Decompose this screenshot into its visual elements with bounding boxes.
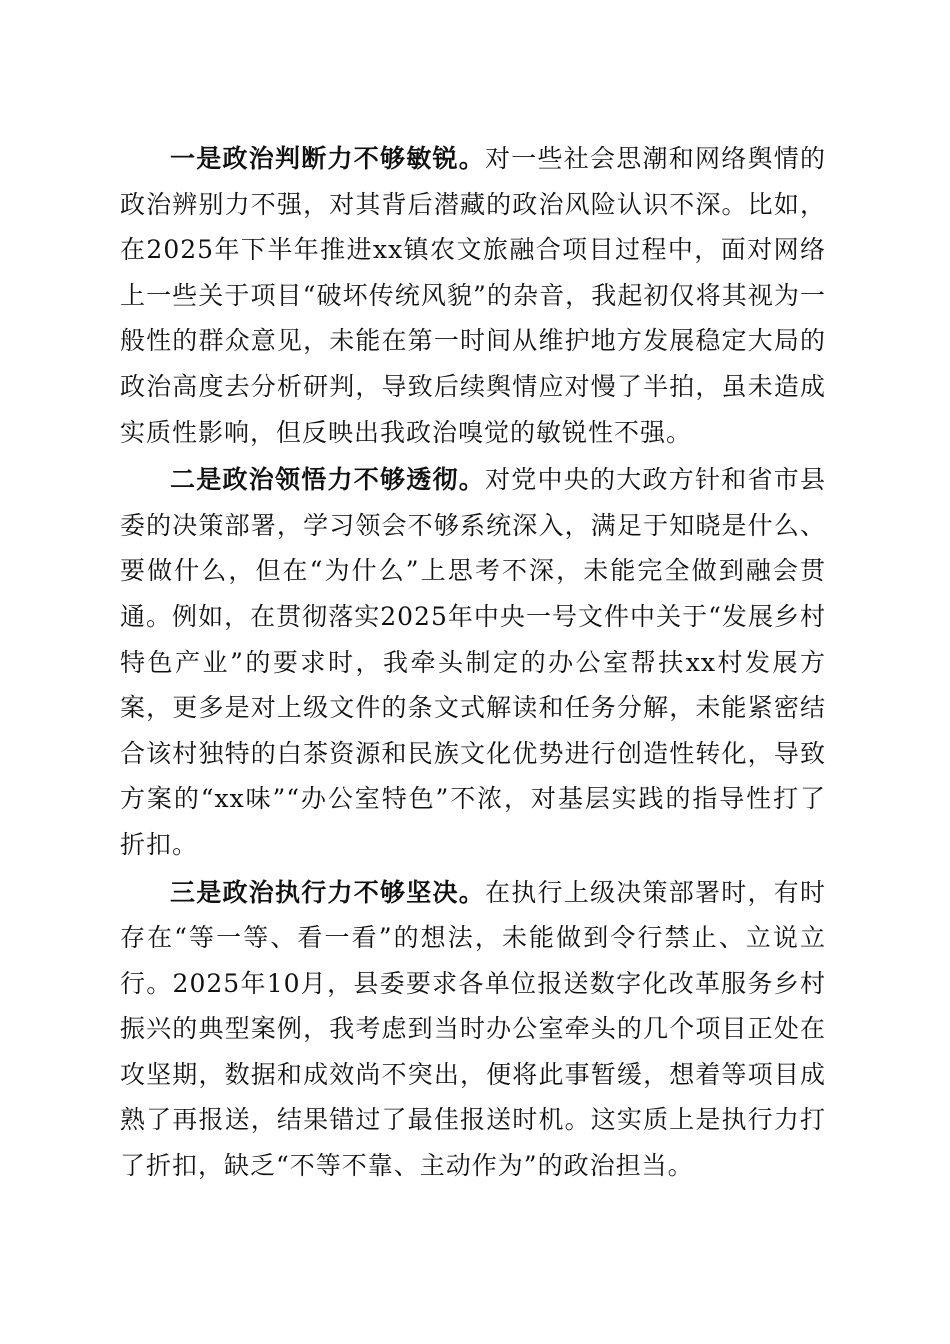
document-body bbox=[120, 136, 826, 1189]
paragraph-political-judgment bbox=[120, 136, 826, 455]
paragraph-political-execution bbox=[120, 870, 826, 1189]
paragraph-text: 在执行上级决策部署时，有时存在“等一等、看一看”的想法，未能做到令行禁止、立说立行。2025年10月，县委要求各单位报送数字化改革服务乡村振兴的典型案例，我考虑到当时办公室牵头的几个项目正处在攻坚期，数据和成效尚不突出，便将此事暂缓，想着等项目成熟了再报送，结果错过了最佳报送时机。这实质上是执行力打了折扣，缺乏“不等不靠、主动作为”的政治担当。 bbox=[120, 877, 826, 1181]
paragraph-text: 对一些社会思潮和网络舆情的政治辨别力不强，对其背后潜藏的政治风险认识不深。比如，在2025年下半年推进xx镇农文旅融合项目过程中，面对网络上一些关于项目“破坏传统风貌”的杂音，我起初仅将其视为一般性的群众意见，未能在第一时间从维护地方发展稳定大局的政治高度去分析研判，导致后续舆情应对慢了半拍，虽未造成实质性影响，但反映出我政治嗅觉的敏锐性不强。 bbox=[120, 144, 826, 447]
paragraph-text: 对党中央的大政方针和省市县委的决策部署，学习领会不够系统深入，满足于知晓是什么、要做什么，但在“为什么”上思考不深，未能完全做到融会贯通。例如，在贯彻落实2025年中央一号文件中关于“发展乡村特色产业”的要求时，我牵头制定的办公室帮扶xx村发展方案，更多是对上级文件的条文式解读和任务分解，未能紧密结合该村独特的白茶资源和民族文化优势进行创造性转化，导致方案的“xx味”“办公室特色”不浓，对基层实践的指导性打了折扣。 bbox=[120, 465, 826, 859]
paragraph-heading: 一是政治判断力不够敏锐。 bbox=[170, 144, 485, 173]
paragraph-heading: 三是政治执行力不够坚决。 bbox=[170, 877, 485, 907]
paragraph-heading: 二是政治领悟力不够透彻。 bbox=[170, 465, 485, 495]
paragraph-political-comprehension bbox=[120, 457, 826, 867]
